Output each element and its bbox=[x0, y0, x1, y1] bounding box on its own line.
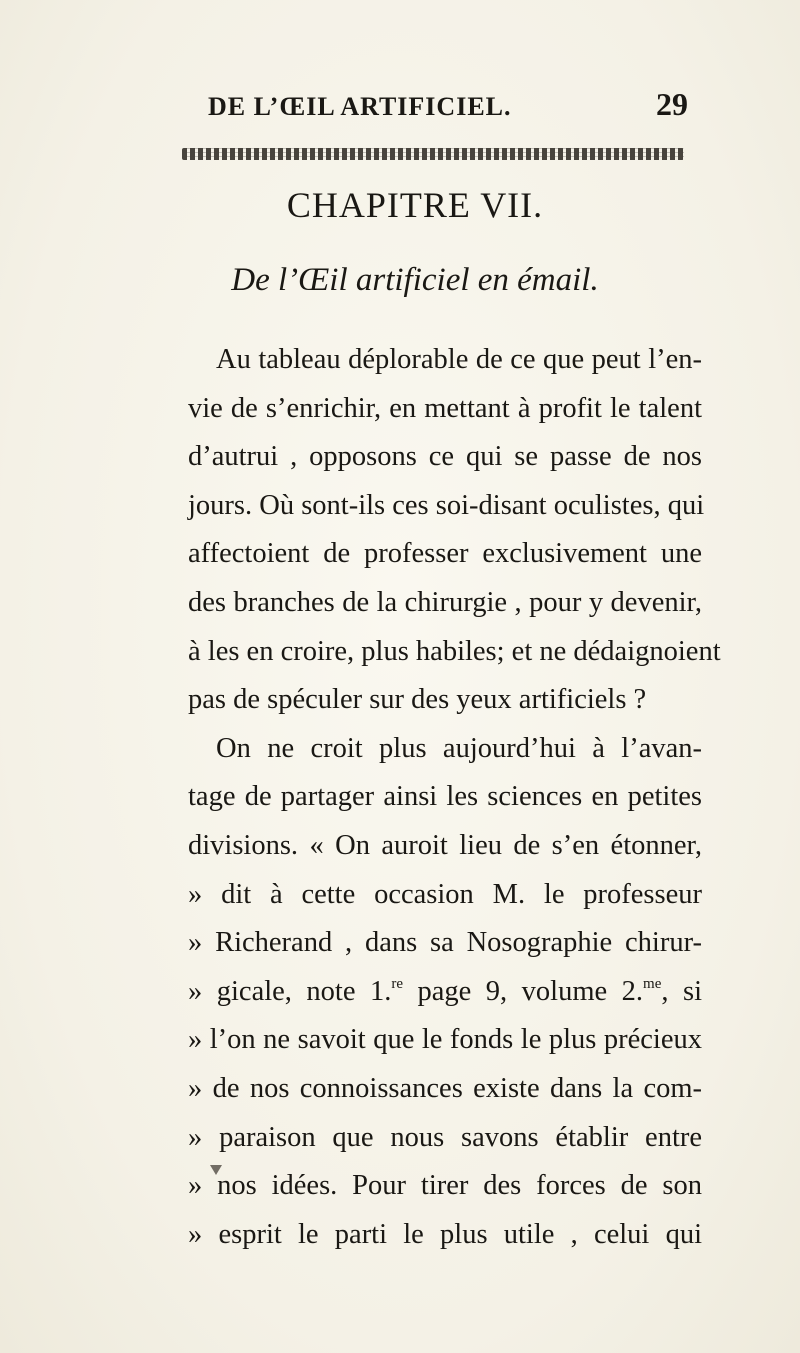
text-line: divisions. « On auroit lieu de s’en étonner, bbox=[188, 829, 702, 861]
superscript: me bbox=[643, 975, 662, 992]
body-text bbox=[188, 336, 721, 1259]
text-line: » paraison que nous savons établir entre bbox=[188, 1121, 702, 1153]
text-line bbox=[188, 968, 702, 1017]
text-line: On ne croit plus aujourd’hui à l’avan- bbox=[216, 732, 702, 764]
text-line: pas de spéculer sur des yeux artificiels ? bbox=[188, 684, 647, 716]
chapter-heading: CHAPITRE VII. bbox=[286, 185, 544, 225]
text-line: Au tableau déplorable de ce que peut l’en- bbox=[216, 344, 702, 375]
text-line: tage de partager ainsi les sciences en petites bbox=[188, 781, 702, 813]
text-segment: » gicale, note 1. bbox=[188, 975, 392, 1007]
text-line: » l’on ne savoit que le fonds le plus précieux bbox=[188, 1024, 702, 1056]
superscript: re bbox=[391, 975, 403, 992]
text-segment: , si bbox=[661, 975, 702, 1007]
text-line: jours. Où sont-ils ces soi-disant oculistes, qui bbox=[188, 489, 705, 521]
text-line: affectoient de professer exclusivement une bbox=[188, 538, 702, 570]
running-head bbox=[208, 86, 688, 126]
margin-mark-icon bbox=[210, 1165, 222, 1175]
text-line: » Richerand , dans sa Nosographie chirur- bbox=[188, 927, 702, 959]
text-line: » dit à cette occasion M. le professeur bbox=[188, 878, 702, 910]
ornament-rule bbox=[182, 148, 684, 160]
text-line: » nos idées. Pour tirer des forces de son bbox=[188, 1170, 702, 1202]
text-segment: page 9, volume 2. bbox=[403, 975, 644, 1007]
text-line: vie de s’enrichir, en mettant à profit le talent bbox=[188, 392, 702, 424]
chapter-subtitle: De l’Œil artificiel en émail. bbox=[231, 262, 599, 298]
text-line: » de nos connoissances existe dans la com- bbox=[188, 1072, 702, 1104]
text-line: d’autrui , opposons ce qui se passe de nos bbox=[188, 441, 702, 473]
text-line: des branches de la chirurgie , pour y devenir, bbox=[188, 586, 702, 618]
text-line: » esprit le parti le plus utile , celui qui bbox=[188, 1218, 702, 1250]
text-line: à les en croire, plus habiles; et ne dédaignoient bbox=[188, 635, 721, 667]
running-head-title: DE L’ŒIL ARTIFICIEL. bbox=[208, 92, 512, 121]
page-number: 29 bbox=[656, 86, 688, 122]
